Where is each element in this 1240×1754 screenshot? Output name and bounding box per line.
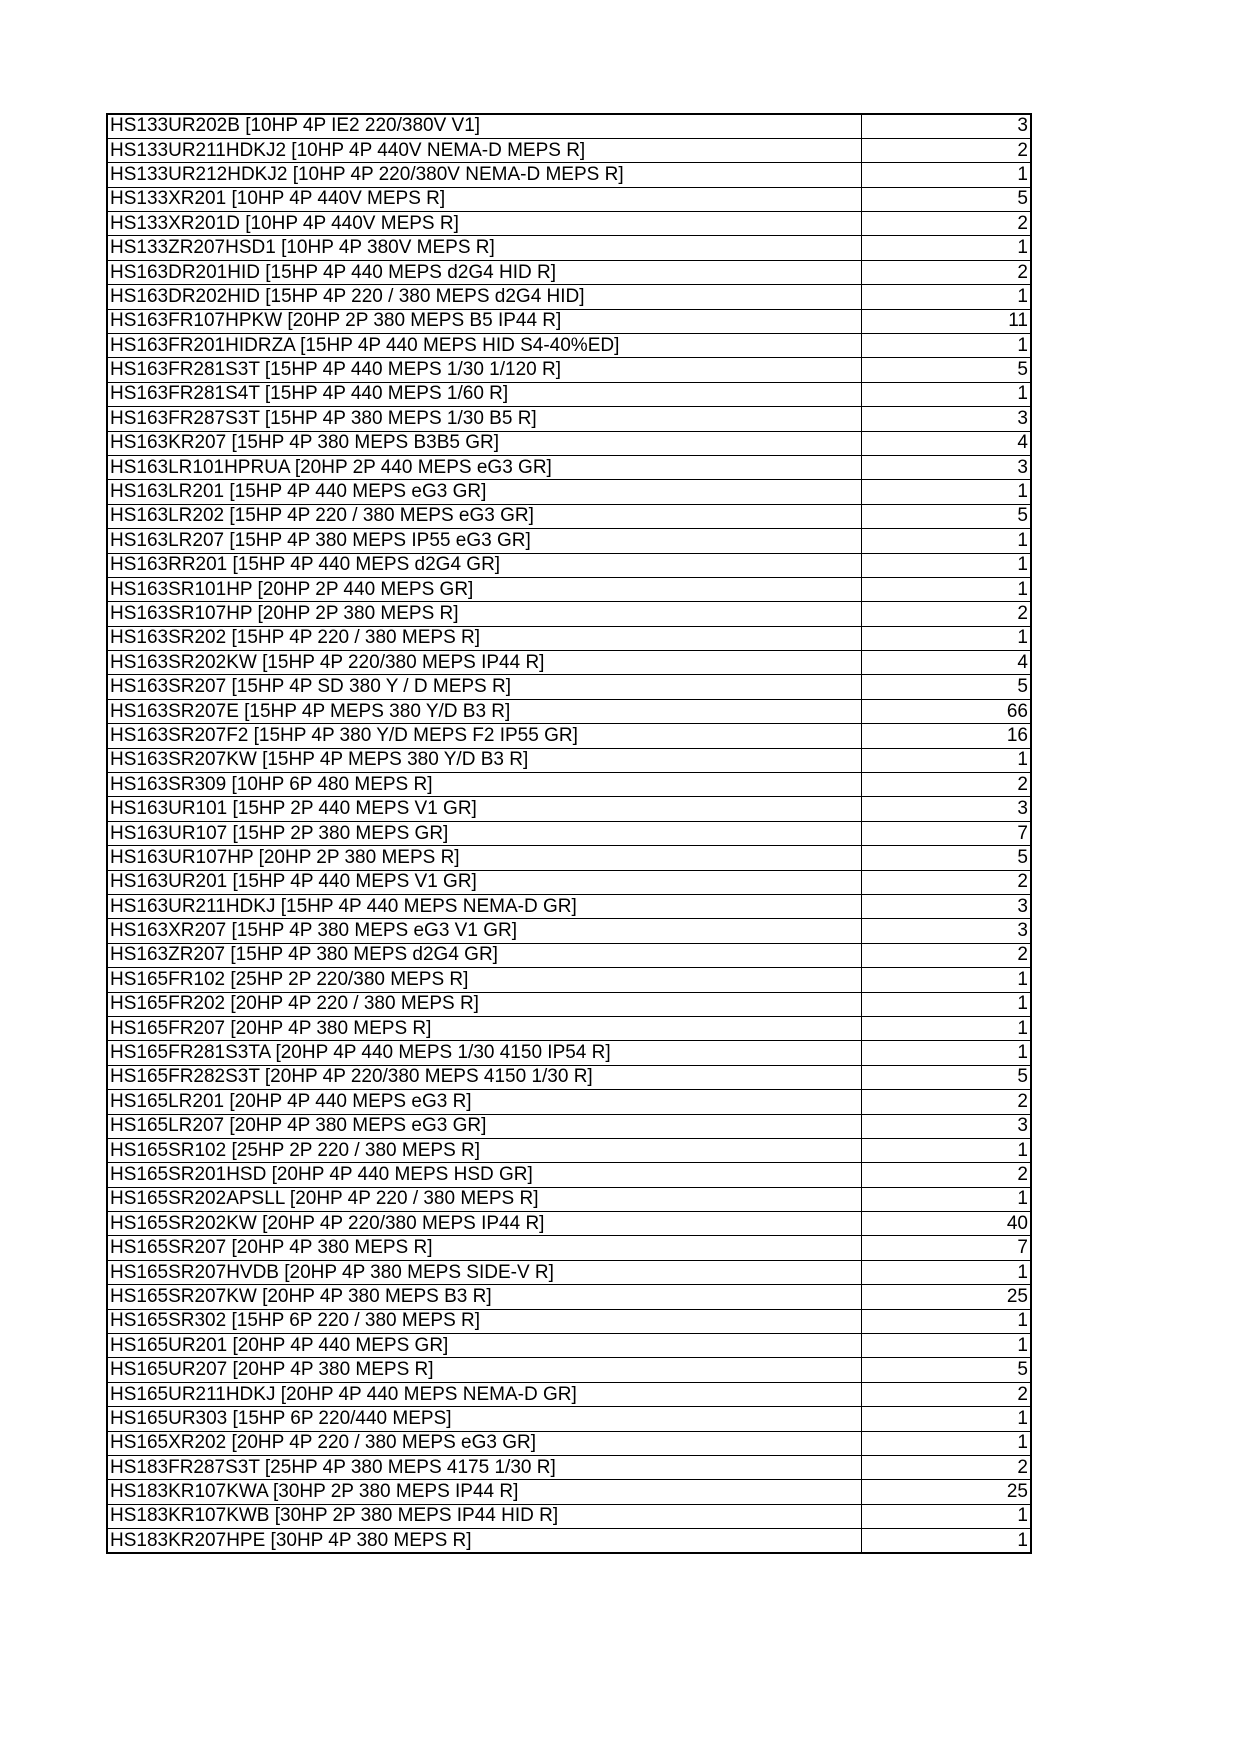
quantity-cell: 11 [861,309,1031,333]
table-row [107,968,1031,992]
table-row [107,919,1031,943]
quantity-cell: 2 [861,138,1031,162]
table-row [107,1480,1031,1504]
quantity-cell: 5 [861,1358,1031,1382]
table-row [107,529,1031,553]
quantity-cell: 66 [861,699,1031,723]
table-row [107,1138,1031,1162]
item-description-cell: HS163SR207KW [15HP 4P MEPS 380 Y/D B3 R] [107,748,861,772]
item-description-cell: HS165FR281S3TA [20HP 4P 440 MEPS 1/30 4150 IP54 R] [107,1041,861,1065]
table-row [107,943,1031,967]
quantity-cell: 1 [861,1309,1031,1333]
item-description-cell: HS163FR107HPKW [20HP 2P 380 MEPS B5 IP44 R] [107,309,861,333]
table-row [107,480,1031,504]
quantity-cell: 2 [861,1090,1031,1114]
item-description-cell: HS133UR211HDKJ2 [10HP 4P 440V NEMA-D MEPS R] [107,138,861,162]
table-row [107,1504,1031,1528]
quantity-cell: 1 [861,1431,1031,1455]
item-description-cell: HS163UR211HDKJ [15HP 4P 440 MEPS NEMA-D GR] [107,895,861,919]
table-row [107,1187,1031,1211]
table-row [107,1529,1031,1553]
quantity-cell: 3 [861,895,1031,919]
quantity-cell: 2 [861,1455,1031,1479]
inventory-table-body [107,114,1031,1553]
quantity-cell: 1 [861,1407,1031,1431]
table-row [107,1090,1031,1114]
quantity-cell: 1 [861,748,1031,772]
item-description-cell: HS165SR102 [25HP 2P 220 / 380 MEPS R] [107,1138,861,1162]
quantity-cell: 1 [861,1187,1031,1211]
item-description-cell: HS165UR201 [20HP 4P 440 MEPS GR] [107,1334,861,1358]
table-row [107,1114,1031,1138]
item-description-cell: HS163KR207 [15HP 4P 380 MEPS B3B5 GR] [107,431,861,455]
quantity-cell: 1 [861,236,1031,260]
item-description-cell: HS183KR107KWB [30HP 2P 380 MEPS IP44 HID R] [107,1504,861,1528]
item-description-cell: HS165SR202APSLL [20HP 4P 220 / 380 MEPS R] [107,1187,861,1211]
table-row [107,992,1031,1016]
table-row [107,577,1031,601]
table-row [107,724,1031,748]
quantity-cell: 7 [861,821,1031,845]
table-row [107,1309,1031,1333]
quantity-cell: 1 [861,163,1031,187]
item-description-cell: HS165SR207KW [20HP 4P 380 MEPS B3 R] [107,1285,861,1309]
quantity-cell: 1 [861,1504,1031,1528]
item-description-cell: HS163SR207F2 [15HP 4P 380 Y/D MEPS F2 IP55 GR] [107,724,861,748]
quantity-cell: 5 [861,675,1031,699]
table-row [107,553,1031,577]
table-row [107,602,1031,626]
item-description-cell: HS133XR201 [10HP 4P 440V MEPS R] [107,187,861,211]
table-row [107,1016,1031,1040]
table-row [107,504,1031,528]
table-row [107,1236,1031,1260]
quantity-cell: 2 [861,1163,1031,1187]
item-description-cell: HS165SR302 [15HP 6P 220 / 380 MEPS R] [107,1309,861,1333]
item-description-cell: HS165UR211HDKJ [20HP 4P 440 MEPS NEMA-D GR] [107,1382,861,1406]
quantity-cell: 3 [861,407,1031,431]
item-description-cell: HS163SR207E [15HP 4P MEPS 380 Y/D B3 R] [107,699,861,723]
quantity-cell: 2 [861,602,1031,626]
table-row [107,1065,1031,1089]
item-description-cell: HS165SR207 [20HP 4P 380 MEPS R] [107,1236,861,1260]
table-row [107,187,1031,211]
item-description-cell: HS165XR202 [20HP 4P 220 / 380 MEPS eG3 GR] [107,1431,861,1455]
item-description-cell: HS165LR201 [20HP 4P 440 MEPS eG3 R] [107,1090,861,1114]
quantity-cell: 1 [861,334,1031,358]
quantity-cell: 5 [861,846,1031,870]
quantity-cell: 2 [861,260,1031,284]
quantity-cell: 5 [861,1065,1031,1089]
table-row [107,212,1031,236]
item-description-cell: HS165SR201HSD [20HP 4P 440 MEPS HSD GR] [107,1163,861,1187]
table-row [107,285,1031,309]
item-description-cell: HS133XR201D [10HP 4P 440V MEPS R] [107,212,861,236]
table-row [107,1455,1031,1479]
item-description-cell: HS163UR201 [15HP 4P 440 MEPS V1 GR] [107,870,861,894]
quantity-cell: 7 [861,1236,1031,1260]
table-row [107,1260,1031,1284]
item-description-cell: HS163LR207 [15HP 4P 380 MEPS IP55 eG3 GR] [107,529,861,553]
quantity-cell: 2 [861,773,1031,797]
table-row [107,260,1031,284]
item-description-cell: HS163XR207 [15HP 4P 380 MEPS eG3 V1 GR] [107,919,861,943]
item-description-cell: HS163LR101HPRUA [20HP 2P 440 MEPS eG3 GR] [107,455,861,479]
item-description-cell: HS165FR207 [20HP 4P 380 MEPS R] [107,1016,861,1040]
table-row [107,895,1031,919]
quantity-cell: 1 [861,529,1031,553]
quantity-cell: 5 [861,187,1031,211]
item-description-cell: HS163SR202KW [15HP 4P 220/380 MEPS IP44 R] [107,651,861,675]
inventory-table [106,113,1032,1554]
quantity-cell: 1 [861,1016,1031,1040]
item-description-cell: HS163SR107HP [20HP 2P 380 MEPS R] [107,602,861,626]
table-row [107,138,1031,162]
table-row [107,455,1031,479]
quantity-cell: 3 [861,114,1031,138]
table-row [107,675,1031,699]
table-row [107,431,1031,455]
quantity-cell: 1 [861,577,1031,601]
table-row [107,651,1031,675]
table-row [107,163,1031,187]
item-description-cell: HS163SR202 [15HP 4P 220 / 380 MEPS R] [107,626,861,650]
quantity-cell: 2 [861,943,1031,967]
item-description-cell: HS165FR202 [20HP 4P 220 / 380 MEPS R] [107,992,861,1016]
item-description-cell: HS163SR309 [10HP 6P 480 MEPS R] [107,773,861,797]
table-row [107,1382,1031,1406]
table-row [107,1407,1031,1431]
table-row [107,114,1031,138]
quantity-cell: 1 [861,968,1031,992]
item-description-cell: HS165SR202KW [20HP 4P 220/380 MEPS IP44 R] [107,1212,861,1236]
item-description-cell: HS183FR287S3T [25HP 4P 380 MEPS 4175 1/30 R] [107,1455,861,1479]
quantity-cell: 1 [861,553,1031,577]
table-row [107,773,1031,797]
item-description-cell: HS133UR202B [10HP 4P IE2 220/380V V1] [107,114,861,138]
quantity-cell: 5 [861,504,1031,528]
quantity-cell: 4 [861,651,1031,675]
quantity-cell: 3 [861,1114,1031,1138]
item-description-cell: HS163DR202HID [15HP 4P 220 / 380 MEPS d2G4 HID] [107,285,861,309]
item-description-cell: HS163ZR207 [15HP 4P 380 MEPS d2G4 GR] [107,943,861,967]
item-description-cell: HS165FR102 [25HP 2P 220/380 MEPS R] [107,968,861,992]
table-row [107,1163,1031,1187]
item-description-cell: HS133UR212HDKJ2 [10HP 4P 220/380V NEMA-D MEPS R] [107,163,861,187]
item-description-cell: HS163SR101HP [20HP 2P 440 MEPS GR] [107,577,861,601]
table-row [107,1041,1031,1065]
table-row [107,870,1031,894]
quantity-cell: 3 [861,797,1031,821]
item-description-cell: HS163FR201HIDRZA [15HP 4P 440 MEPS HID S4-40%ED] [107,334,861,358]
quantity-cell: 1 [861,480,1031,504]
quantity-cell: 3 [861,455,1031,479]
item-description-cell: HS165UR207 [20HP 4P 380 MEPS R] [107,1358,861,1382]
quantity-cell: 4 [861,431,1031,455]
item-description-cell: HS163FR287S3T [15HP 4P 380 MEPS 1/30 B5 R] [107,407,861,431]
table-row [107,846,1031,870]
table-row [107,309,1031,333]
table-row [107,1212,1031,1236]
item-description-cell: HS165FR282S3T [20HP 4P 220/380 MEPS 4150 1/30 R] [107,1065,861,1089]
quantity-cell: 1 [861,1529,1031,1553]
quantity-cell: 2 [861,870,1031,894]
quantity-cell: 1 [861,626,1031,650]
item-description-cell: HS163LR202 [15HP 4P 220 / 380 MEPS eG3 GR] [107,504,861,528]
table-row [107,797,1031,821]
table-row [107,1358,1031,1382]
quantity-cell: 1 [861,992,1031,1016]
table-row [107,626,1031,650]
item-description-cell: HS163UR107HP [20HP 2P 380 MEPS R] [107,846,861,870]
item-description-cell: HS163RR201 [15HP 4P 440 MEPS d2G4 GR] [107,553,861,577]
table-row [107,699,1031,723]
quantity-cell: 25 [861,1480,1031,1504]
table-row [107,1285,1031,1309]
item-description-cell: HS133ZR207HSD1 [10HP 4P 380V MEPS R] [107,236,861,260]
item-description-cell: HS183KR107KWA [30HP 2P 380 MEPS IP44 R] [107,1480,861,1504]
quantity-cell: 1 [861,285,1031,309]
item-description-cell: HS183KR207HPE [30HP 4P 380 MEPS R] [107,1529,861,1553]
item-description-cell: HS163LR201 [15HP 4P 440 MEPS eG3 GR] [107,480,861,504]
item-description-cell: HS163FR281S4T [15HP 4P 440 MEPS 1/60 R] [107,382,861,406]
quantity-cell: 1 [861,1334,1031,1358]
table-row [107,358,1031,382]
quantity-cell: 1 [861,1260,1031,1284]
table-row [107,821,1031,845]
quantity-cell: 1 [861,1041,1031,1065]
quantity-cell: 1 [861,1138,1031,1162]
item-description-cell: HS163SR207 [15HP 4P SD 380 Y / D MEPS R] [107,675,861,699]
table-row [107,382,1031,406]
item-description-cell: HS165UR303 [15HP 6P 220/440 MEPS] [107,1407,861,1431]
table-row [107,334,1031,358]
table-row [107,236,1031,260]
quantity-cell: 2 [861,1382,1031,1406]
quantity-cell: 16 [861,724,1031,748]
item-description-cell: HS165LR207 [20HP 4P 380 MEPS eG3 GR] [107,1114,861,1138]
quantity-cell: 2 [861,212,1031,236]
item-description-cell: HS163FR281S3T [15HP 4P 440 MEPS 1/30 1/120 R] [107,358,861,382]
table-row [107,407,1031,431]
item-description-cell: HS165SR207HVDB [20HP 4P 380 MEPS SIDE-V R] [107,1260,861,1284]
item-description-cell: HS163UR107 [15HP 2P 380 MEPS GR] [107,821,861,845]
item-description-cell: HS163DR201HID [15HP 4P 440 MEPS d2G4 HID R] [107,260,861,284]
quantity-cell: 1 [861,382,1031,406]
table-row [107,748,1031,772]
table-row [107,1431,1031,1455]
item-description-cell: HS163UR101 [15HP 2P 440 MEPS V1 GR] [107,797,861,821]
table-row [107,1334,1031,1358]
quantity-cell: 5 [861,358,1031,382]
quantity-cell: 3 [861,919,1031,943]
quantity-cell: 25 [861,1285,1031,1309]
quantity-cell: 40 [861,1212,1031,1236]
